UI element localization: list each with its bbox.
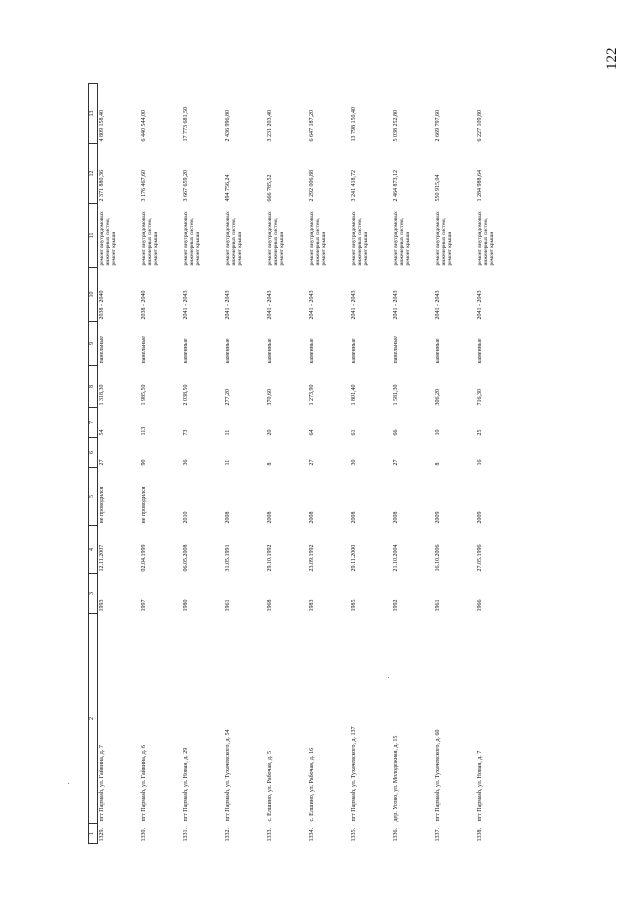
table-row (224, 84, 266, 844)
work-types-cell: ремонт внутридомовых инженерных систем, ремонт крыши (99, 211, 118, 266)
year-built-cell: 1961 (434, 599, 441, 612)
area-cell: 716,30 (476, 389, 483, 406)
floors-or-units-cell: 16 (476, 459, 483, 466)
row-number-cell: 1338. (476, 828, 483, 842)
row-number-cell: 1333. (266, 828, 273, 842)
work-types-cell: ремонт внутридомовых инженерных систем, ремонт крыши (182, 211, 201, 266)
registration-date-cell: 23.09.1992 (308, 544, 315, 572)
last-overhaul-year-cell: 2008 (392, 511, 399, 524)
cost-amount-cell: 550 915,04 (434, 174, 441, 202)
rotated-table-sheet (88, 84, 543, 844)
area-cell: 2 038,50 (182, 384, 189, 406)
page-number: 122 (604, 47, 620, 70)
year-built-cell: 1966 (476, 599, 483, 612)
residents-cell: 113 (140, 426, 147, 436)
residents-cell: 25 (476, 429, 483, 436)
floors-or-units-cell: 8 (434, 462, 441, 466)
table-row (392, 84, 434, 844)
row-number-cell: 1335. (350, 828, 357, 842)
row-number-cell: 1330. (140, 828, 147, 842)
last-overhaul-year-cell: 2008 (308, 511, 315, 524)
cost-amount-cell: 2 371 880,36 (99, 170, 105, 202)
column-number: 4 (89, 526, 98, 574)
wall-material-cell: панельные (140, 336, 147, 364)
area-cell: 1 318,30 (99, 384, 105, 406)
registration-date-cell: 31.05.1991 (224, 544, 231, 572)
last-overhaul-year-cell: не проводился (99, 486, 105, 524)
address-cell: пгт Пармаsh, ул. Тухачевского, д. 137 (350, 726, 357, 822)
cost-amount-cell: 666 785,52 (266, 174, 273, 202)
table-row (98, 84, 140, 844)
column-number: 8 (89, 366, 98, 408)
column-number: 3 (89, 574, 98, 614)
residents-cell: 11 (224, 429, 231, 436)
row-number-cell: 1331. (182, 828, 189, 842)
year-built-cell: 1997 (140, 599, 147, 612)
work-types-cell: ремонт внутридомовых инженерных систем, ремонт крыши (350, 211, 369, 266)
residents-cell: 10 (434, 429, 441, 436)
row-number-cell: 1334. (308, 828, 315, 842)
total-cost-cell: 5 038 252,80 (392, 110, 399, 142)
row-number-cell: 1332. (224, 828, 231, 842)
address-cell: с. Елшино, ул. Рабочая, д. 16 (308, 748, 315, 822)
wall-material-cell: каменные (182, 338, 189, 364)
total-cost-cell: 6 647 187,20 (308, 110, 315, 142)
wall-material-cell: каменные (476, 338, 483, 364)
column-number: 10 (89, 268, 98, 322)
floors-or-units-cell: 27 (392, 459, 399, 466)
area-cell: 306,20 (434, 389, 441, 406)
table-row (350, 84, 392, 844)
address-cell: пгт Пармаsh, ул. Новая, д. 7 (476, 750, 483, 822)
cost-amount-cell: 494 756,24 (224, 174, 231, 202)
total-cost-cell: 6 440 544,00 (140, 110, 147, 142)
wall-material-cell: каменные (434, 338, 441, 364)
last-overhaul-year-cell: 2008 (350, 511, 357, 524)
total-cost-cell: 6 227 109,80 (476, 110, 483, 142)
residents-cell: 64 (308, 429, 315, 436)
repair-period-cell: 2041 - 2043 (392, 290, 399, 320)
column-number-header-row (89, 84, 98, 844)
total-cost-cell: 13 798 150,40 (350, 107, 357, 142)
residents-cell: 73 (182, 429, 189, 436)
work-types-cell: ремонт внутридомовых инженерных систем, ремонт крыши (140, 211, 159, 266)
year-built-cell: 1993 (99, 599, 105, 612)
year-built-cell: 1983 (308, 599, 315, 612)
registration-date-cell: 21.10.2004 (392, 544, 399, 572)
repair-period-cell: 2041 - 2043 (182, 290, 189, 320)
address-cell: пгт Пармаsh, ул. Тухачевского, д. 54 (224, 729, 231, 822)
column-number: 5 (89, 468, 98, 526)
scan-speck (388, 677, 389, 678)
scan-speck (68, 783, 69, 784)
floors-or-units-cell: 30 (350, 459, 357, 466)
column-number: 7 (89, 408, 98, 438)
row-number-cell: 1329. (99, 828, 105, 842)
address-cell: пгт Пармаsh, ул. Гайвина, д. 6 (140, 745, 147, 822)
table-row (140, 84, 182, 844)
address-cell: дер. Усово, ул. Молодежная, д. 15 (392, 735, 399, 822)
wall-material-cell: каменные (308, 338, 315, 364)
floors-or-units-cell: 90 (140, 459, 147, 466)
area-cell: 277,20 (224, 389, 231, 406)
repair-period-cell: 2041 - 2043 (266, 290, 273, 320)
row-number-cell: 1336. (392, 828, 399, 842)
wall-material-cell: панельные (392, 336, 399, 364)
column-number: 13 (89, 84, 98, 144)
residents-cell: 20 (266, 429, 273, 436)
row-number-cell: 1337. (434, 828, 441, 842)
residents-cell: 61 (350, 429, 357, 436)
year-built-cell: 1968 (266, 599, 273, 612)
total-cost-cell: 17 773 681,50 (182, 107, 189, 142)
last-overhaul-year-cell: 2010 (182, 511, 189, 524)
work-types-cell: ремонт внутридомовых инженерных систем, ремонт крыши (476, 211, 495, 266)
area-cell: 1 273,90 (308, 384, 315, 406)
cost-amount-cell: 3 667 659,20 (182, 170, 189, 202)
area-cell: 370,60 (266, 389, 273, 406)
column-number: 2 (89, 614, 98, 824)
area-cell: 1 581,30 (392, 384, 399, 406)
repair-period-cell: 2041 - 2043 (476, 290, 483, 320)
area-cell: 1 801,40 (350, 384, 357, 406)
address-cell: пгт Пармаsh, ул. Новая, д. 29 (182, 747, 189, 822)
cost-amount-cell: 2 464 873,12 (392, 170, 399, 202)
registration-date-cell: 16.10.2006 (434, 544, 441, 572)
table-row (434, 84, 476, 844)
registration-date-cell: 02.04.1999 (140, 544, 147, 572)
wall-material-cell: каменные (224, 338, 231, 364)
wall-material-cell: каменные (350, 338, 357, 364)
table-row (266, 84, 308, 844)
address-cell: пгт Пармаsh, ул. Гайвина, д. 7 (99, 745, 105, 822)
area-cell: 1 985,50 (140, 384, 147, 406)
year-built-cell: 1985 (350, 599, 357, 612)
floors-or-units-cell: 27 (99, 459, 105, 466)
registration-date-cell: 12.11.2007 (99, 544, 105, 572)
residents-cell: 54 (99, 429, 105, 436)
repair-period-cell: 2041 - 2043 (434, 290, 441, 320)
column-number: 9 (89, 322, 98, 366)
floors-or-units-cell: 36 (182, 459, 189, 466)
year-built-cell: 1980 (182, 599, 189, 612)
last-overhaul-year-cell: 2008 (266, 511, 273, 524)
table-body (98, 84, 518, 844)
work-types-cell: ремонт внутридомовых инженерных систем, ремонт крыши (224, 211, 243, 266)
column-number: 1 (89, 824, 98, 844)
repair-period-cell: 2041 - 2043 (350, 290, 357, 320)
total-cost-cell: 2 436 996,80 (224, 110, 231, 142)
column-number: 11 (89, 204, 98, 268)
cost-amount-cell: 2 292 006,88 (308, 170, 315, 202)
wall-material-cell: каменные (266, 338, 273, 364)
work-types-cell: ремонт внутридомовых инженерных систем, ремонт крыши (434, 211, 453, 266)
work-types-cell: ремонт внутридомовых инженерных систем, ремонт крыши (308, 211, 327, 266)
repair-period-cell: 2038 - 2040 (99, 290, 105, 320)
year-built-cell: 1961 (224, 599, 231, 612)
floors-or-units-cell: 8 (266, 462, 273, 466)
last-overhaul-year-cell: не проводился (140, 486, 147, 524)
registration-date-cell: 29.11.2000 (350, 544, 357, 572)
column-number: 12 (89, 144, 98, 204)
total-cost-cell: 3 231 203,40 (266, 110, 273, 142)
last-overhaul-year-cell: 2009 (434, 511, 441, 524)
registration-date-cell: 27.05.1996 (476, 544, 483, 572)
total-cost-cell: 2 669 797,60 (434, 110, 441, 142)
table-row (308, 84, 350, 844)
floors-or-units-cell: 11 (224, 459, 231, 466)
work-types-cell: ремонт внутридомовых инженерных систем, ремонт крыши (392, 211, 411, 266)
cost-amount-cell: 1 284 988,64 (476, 170, 483, 202)
registration-date-cell: 06.05.2008 (182, 544, 189, 572)
cost-amount-cell: 3 241 418,72 (350, 170, 357, 202)
floors-or-units-cell: 27 (308, 459, 315, 466)
residents-cell: 66 (392, 429, 399, 436)
cost-amount-cell: 3 176 467,60 (140, 170, 147, 202)
last-overhaul-year-cell: 2009 (476, 511, 483, 524)
total-cost-cell: 4 809 158,40 (99, 110, 105, 142)
year-built-cell: 1992 (392, 599, 399, 612)
repair-period-cell: 2041 - 2043 (224, 290, 231, 320)
last-overhaul-year-cell: 2008 (224, 511, 231, 524)
address-cell: с. Елшино, ул. Рабочая, д. 5 (266, 751, 273, 822)
table-row (182, 84, 224, 844)
column-number: 6 (89, 438, 98, 468)
table-row (476, 84, 518, 844)
work-types-cell: ремонт внутридомовых инженерных систем, ремонт крыши (266, 211, 285, 266)
repair-period-cell: 2038 - 2040 (140, 290, 147, 320)
capital-repair-table (88, 83, 518, 844)
address-cell: пгт Пармаsh, ул. Тухачевского, д. 60 (434, 729, 441, 822)
wall-material-cell: панельные (99, 336, 105, 364)
repair-period-cell: 2041 - 2043 (308, 290, 315, 320)
registration-date-cell: 29.10.1992 (266, 544, 273, 572)
